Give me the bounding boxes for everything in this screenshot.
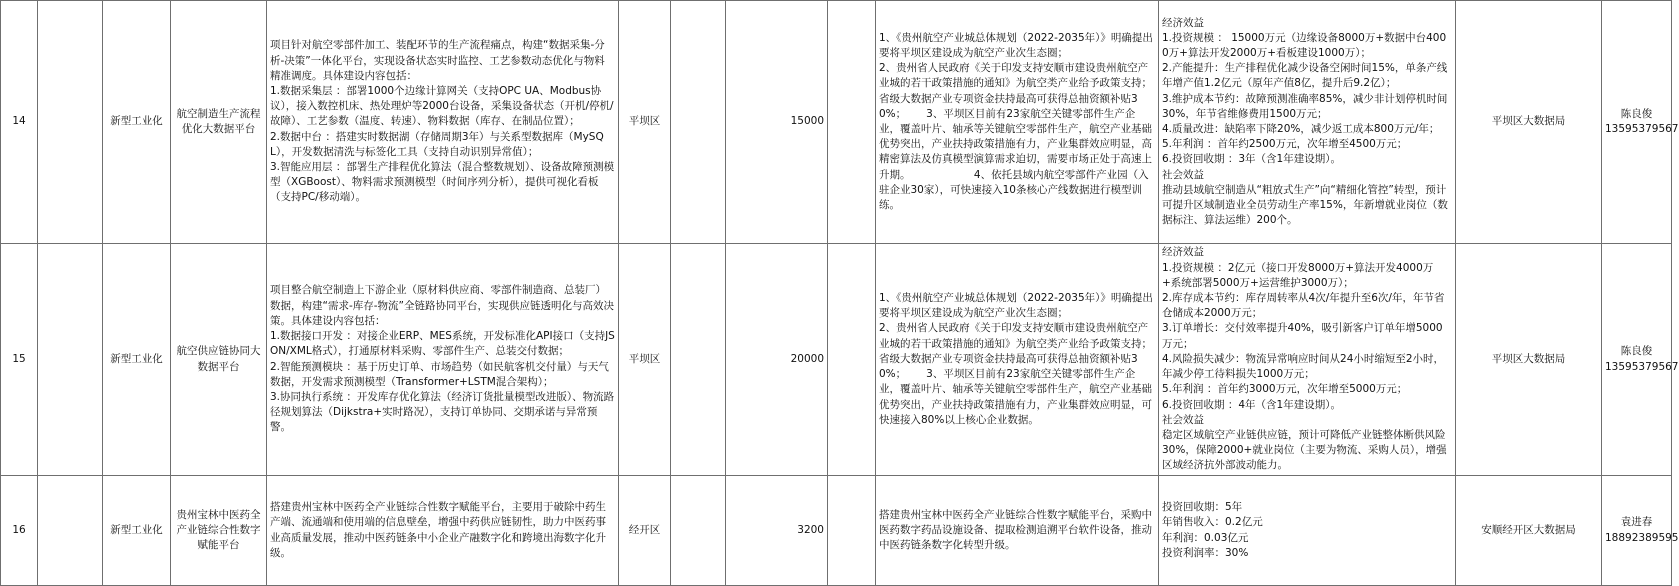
- construction-content-cell: 搭建贵州宝林中医药全产业链综合性数字赋能平台，主要用于破除中药生产端、流通端和使用端的信息壁垒，增强中药供应链韧性，助力中医药事业高质量发展，推动中医药链条中小企业产融数字化和跨境出海数字化升级。: [267, 476, 619, 586]
- benefit-cell: 经济效益 1.投资规模 ：2亿元（接口开发8000万+算法开发4000万+系统部署5000万+运营维护3000万）； 2.库存成本节约：库存周转率从4次/年提升至6次/年，年节省仓储成本2000万元； 3.订单增长：交付效率提升40%，吸引新客户订单年增5000万元； 4.风险损失减少：物流异常响应时间从24小时缩短至2小时，年减少停工待料损失1000万元； 5.年利润 ：首年约3000万元，次年增至5000万元； 6.投资回收期 ：4年（含1年建设期）。 社会效益 稳定区域航空产业链供应链，预计可降低产业链整体断供风险30%，保障2000+就业岗位（主要为物流、采购人员），增强区域经济抗外部波动能力。: [1159, 244, 1456, 476]
- table-row: [1, 244, 1672, 476]
- contact-name: 袁进春: [1620, 516, 1653, 529]
- basis-cell: 1、《贵州航空产业城总体规划（2022-2035年）》明确提出要将平坝区建设成为航空产业次生态圈； 2、贵州省人民政府《关于印发支持安顺市建设贵州航空产业城的若干政策措施的通知》为航空类产业给予政策支持； 省级大数据产业专项资金扶持最高可获得总抽资额补贴30%； 3、平坝区目前有23家航空关键零部件生产企业，覆盖叶片、轴承等关键航空零部件生产，航空产业基础优势突出，产业扶持政策措施有力，产业集群效应明显，可快速接入80%以上核心企业数据。: [876, 244, 1159, 476]
- row-number: 15: [1, 244, 38, 476]
- project-name-cell: 贵州宝林中医药全产业链综合性数字赋能平台: [171, 476, 267, 586]
- row-number: 16: [1, 476, 38, 586]
- table-row: [1, 476, 1672, 586]
- investment-amount-cell: 15000: [726, 1, 828, 244]
- contact-cell: [1602, 476, 1679, 586]
- spacer-cell: [38, 1, 103, 244]
- contact-name: 陈良俊: [1620, 107, 1653, 120]
- table-row: [1, 1, 1672, 244]
- spacer-cell: [671, 1, 726, 244]
- row-number: 14: [1, 1, 38, 244]
- contact-name: 陈良俊: [1620, 345, 1653, 358]
- construction-content-cell: 项目针对航空零部件加工、装配环节的生产流程痛点，构建“数据采集-分析-决策”一体化平台，实现设备状态实时监控、工艺参数动态优化与物料精准调度。具体建设内容包括： 1.数据采集层 ：部署1000个边缘计算网关（支持OPC UA、Modbus协议），接入数控机床、热处理炉等2000台设备，采集设备状态（开机/停机/故障）、工艺参数（温度、转速）、物料数据（库存、在制品位置）； 2.数据中台 ：搭建实时数据湖（存储周期3年）与关系型数据库（MySQL），开发数据清洗与标签化工具（支持自动识别异常值）； 3.智能应用层 ：部署生产排程优化算法（混合整数规划）、设备故障预测模型（XGBoost）、物料需求预测模型（时间序列分析），提供可视化看板（支持PC/移动端）。: [267, 1, 619, 244]
- contact-phone: 13595379567: [1605, 360, 1679, 373]
- spacer-cell: [671, 476, 726, 586]
- responsible-unit-cell: 平坝区大数据局: [1456, 244, 1602, 476]
- contact-cell: [1602, 244, 1679, 476]
- construction-content-cell: 项目整合航空制造上下游企业（原材料供应商、零部件制造商、总装厂）数据，构建“需求-库存-物流”全链路协同平台，实现供应链透明化与高效决策。具体建设内容包括： 1.数据接口开发 ：对接企业ERP、MES系统，开发标准化API接口（支持JSON/XML格式），打通原材料采购、零部件生产、总装交付数据； 2.智能预测模块 ：基于历史订单、市场趋势（如民航客机交付量）与天气数据，开发需求预测模型（Transformer+LSTM混合架构）； 3.协同执行系统 ：开发库存优化算法（经济订货批量模型改进版）、物流路径规划算法（Dijkstra+实时路况），支持订单协同、交期承诺与异常预警。: [267, 244, 619, 476]
- spacer-cell: [671, 244, 726, 476]
- contact-phone: 13595379567: [1605, 123, 1679, 135]
- category-cell: 新型工业化: [103, 244, 171, 476]
- basis-cell: 1、《贵州航空产业城总体规划（2022-2035年）》明确提出要将平坝区建设成为航空产业次生态圈； 2、贵州省人民政府《关于印发支持安顺市建设贵州航空产业城的若干政策措施的通知》为航空类产业给予政策支持； 省级大数据产业专项资金扶持最高可获得总抽资额补贴30%； 3、平坝区目前有23家航空关键零部件生产企业，覆盖叶片、轴承等关键航空零部件生产，航空产业基础优势突出，产业扶持政策措施有力，产业集群效应明显，高精密算法及仿真模型演算需求迫切，需要市场正处于高速上升期。 4、依托县域内航空零部件产业园（入驻企业30家），可快速接入10条核心产线数据进行模型训练。: [876, 1, 1159, 244]
- spacer-cell: [828, 476, 876, 586]
- investment-amount-cell: 3200: [726, 476, 828, 586]
- spacer-cell: [828, 244, 876, 476]
- investment-amount-cell: 20000: [726, 244, 828, 476]
- spacer-cell: [38, 476, 103, 586]
- district-cell: 平坝区: [619, 244, 671, 476]
- project-name-cell: 航空供应链协同大数据平台: [171, 244, 267, 476]
- benefit-cell: 投资回收期：5年 年销售收入：0.2亿元 年利润：0.03亿元 投资利润率：30%: [1159, 476, 1456, 586]
- responsible-unit-cell: 安顺经开区大数据局: [1456, 476, 1602, 586]
- spacer-cell: [828, 1, 876, 244]
- district-cell: 平坝区: [619, 1, 671, 244]
- contact-cell: [1602, 1, 1679, 244]
- category-cell: 新型工业化: [103, 1, 171, 244]
- district-cell: 经开区: [619, 476, 671, 586]
- basis-cell: 搭建贵州宝林中医药全产业链综合性数字赋能平台，采购中医药数字药品设施设备、提取检测追溯平台软件设备，推动中医药链条数字化转型升级。: [876, 476, 1159, 586]
- spacer-cell: [38, 244, 103, 476]
- benefit-cell: 经济效益 1.投资规模 ： 15000万元（边缘设备8000万+数据中台4000万+算法开发2000万+看板建设1000万）； 2.产能提升：生产排程优化减少设备空闲时间15%，单条产线年增产值1.2亿元（原年产值8亿，提升后9.2亿）； 3.维护成本节约：故障预测准确率85%，减少非计划停机时间30%，年节省维修费用1500万元； 4.质量改进：缺陷率下降20%，减少返工成本800万元/年； 5.年利润 ：首年约2500万元，次年增至4500万元； 6.投资回收期 ：3年（含1年建设期）。 社会效益 推动县域航空制造从“粗放式生产”向“精细化管控”转型，预计可提升区域制造业全员劳动生产率15%，年新增就业岗位（数据标注、算法运维）200个。: [1159, 1, 1456, 244]
- project-name-cell: 航空制造生产流程优化大数据平台: [171, 1, 267, 244]
- responsible-unit-cell: 平坝区大数据局: [1456, 1, 1602, 244]
- category-cell: 新型工业化: [103, 476, 171, 586]
- contact-phone: 18892389595: [1605, 531, 1679, 544]
